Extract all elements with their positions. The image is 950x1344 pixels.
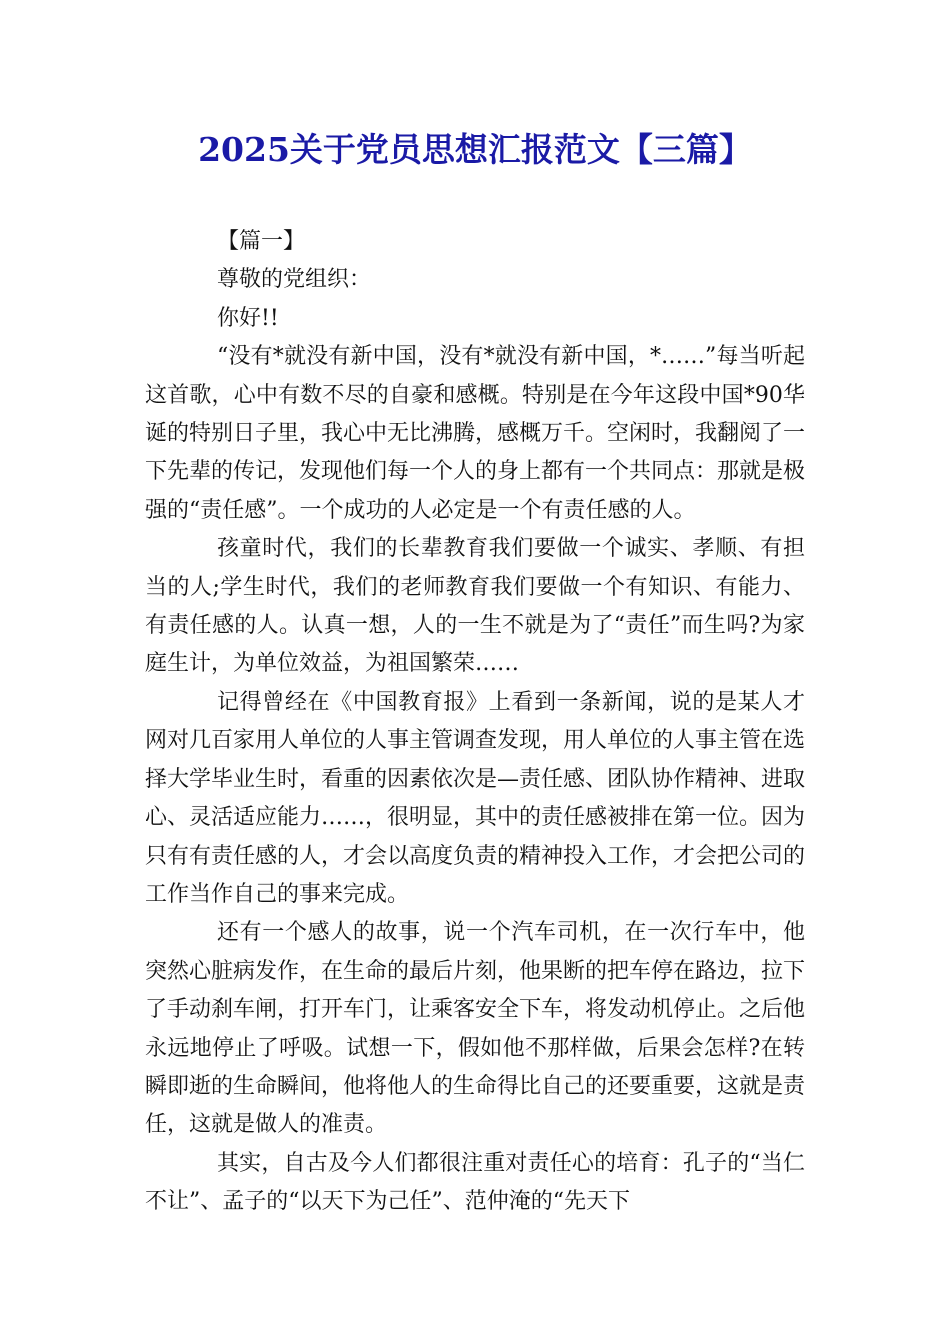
paragraph: 其实，自古及今人们都很注重对责任心的培育：孔子的“当仁不让”、孟子的“以天下为己任”、范仲淹的“先天下	[145, 1150, 805, 1215]
salutation: 尊敬的党组织：	[217, 267, 372, 293]
paragraph: 孩童时代，我们的长辈教育我们要做一个诚实、孝顺、有担当的人;学生时代，我们的老师教育我们要做一个有知识、有能力、有责任感的人。认真一想，人的一生不就是为了“责任”而生吗?为家庭生计，为单位效益，为祖国繁荣……	[145, 536, 805, 677]
paragraph: “没有*就没有新中国，没有*就没有新中国，*……”每当听起这首歌，心中有数不尽的自豪和感概。特别是在今年这段中国*90华诞的特别日子里，我心中无比沸腾，感概万千。空闲时，我翻阅了一下先辈的传记，发现他们每一个人的身上都有一个共同点：那就是极强的“责任感”。一个成功的人必定是一个有责任感的人。	[145, 344, 806, 523]
greeting: 你好!!	[217, 305, 279, 331]
section-label: 【篇一】	[217, 229, 306, 254]
document-title: 2025关于党员思想汇报范文【三篇】	[198, 130, 752, 169]
document-body	[145, 223, 805, 1222]
paragraph: 还有一个感人的故事，说一个汽车司机，在一次行车中，他突然心脏病发作，在生命的最后片刻，他果断的把车停在路边，拉下了手动刹车闸，打开车门，让乘客安全下车，将发动机停止。之后他永远地停止了呼吸。试想一下，假如他不那样做，后果会怎样?在转瞬即逝的生命瞬间，他将他人的生命得比自己的还要重要，这就是责任，这就是做人的准责。	[145, 920, 806, 1138]
paragraph: 记得曾经在《中国教育报》上看到一条新闻，说的是某人才网对几百家用人单位的人事主管调查发现，用人单位的人事主管在选择大学毕业生时，看重的因素依次是—责任感、团队协作精神、进取心、灵活适应能力……，很明显，其中的责任感被排在第一位。因为只有有责任感的人，才会以高度负责的精神投入工作，才会把公司的工作当作自己的事来完成。	[145, 689, 806, 907]
